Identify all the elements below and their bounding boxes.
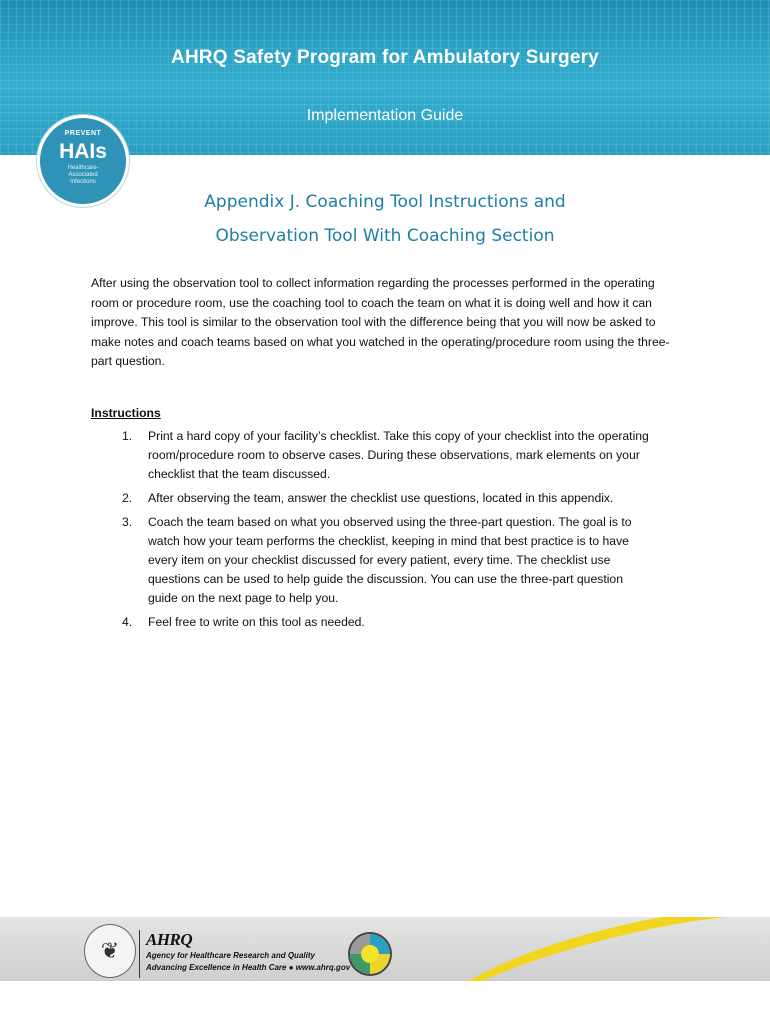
badge-main-label: HAIs (59, 140, 107, 163)
item-number: 3. (122, 515, 133, 529)
appendix-title-line2: Observation Tool With Coaching Section (215, 226, 555, 246)
badge-sub-label: Healthcare- Associated Infections (67, 165, 99, 185)
instructions-heading: Instructions (91, 406, 161, 420)
list-item (122, 513, 652, 608)
appendix-title-line1: Appendix J. Coaching Tool Instructions and (204, 192, 566, 212)
cusp-circle-logo-icon (350, 934, 390, 974)
list-item (122, 613, 652, 632)
intro-paragraph: After using the observation tool to collect information regarding the processes performed in the operating room or procedure room, use the coaching tool to coach the team on what it is doing well and how it can improve. This tool is similar to the observation tool with the difference being that you will now be asked to make notes and coach teams based on what you watched in the operating/procedure room using the three-part question. (91, 276, 670, 369)
footer-divider (139, 930, 140, 978)
guide-subtitle: Implementation Guide (306, 107, 464, 124)
instructions-list (122, 427, 652, 637)
agency-name: Agency for Healthcare Research and Quality (146, 951, 315, 960)
hhs-eagle-seal-icon: ❦ (84, 924, 136, 978)
appendix-title (0, 185, 770, 253)
badge-prevent-label: PREVENT (64, 130, 102, 137)
list-item (122, 489, 652, 508)
item-number: 2. (122, 491, 133, 505)
agency-tagline: Advancing Excellence in Health Care ● www.ahrq.gov (146, 963, 351, 972)
item-text: Feel free to write on this tool as needed. (148, 615, 365, 629)
item-text: Print a hard copy of your facility’s checklist. Take this copy of your checklist into the operating room/procedure room to observe cases. During these observations, mark elements on your checklist that the team discussed. (148, 429, 649, 481)
item-number: 4. (122, 615, 133, 629)
ahrq-logo: AHRQ (146, 930, 193, 949)
item-text: After observing the team, answer the checklist use questions, located in this appendix. (148, 491, 614, 505)
item-text: Coach the team based on what you observed using the three-part question. The goal is to watch how your team performs the checklist, keeping in mind that best practice is to have every item on your checklist discussed for every patient, every time. The checklist use questions can be used to help guide the discussion. You can use the three-part question guide on the next page to help you. (148, 515, 632, 605)
cusp-center-icon (361, 945, 379, 963)
list-item (122, 427, 652, 484)
yellow-swoosh-decoration (425, 917, 770, 981)
program-title: AHRQ Safety Program for Ambulatory Surgery (171, 47, 599, 68)
item-number: 1. (122, 429, 133, 443)
